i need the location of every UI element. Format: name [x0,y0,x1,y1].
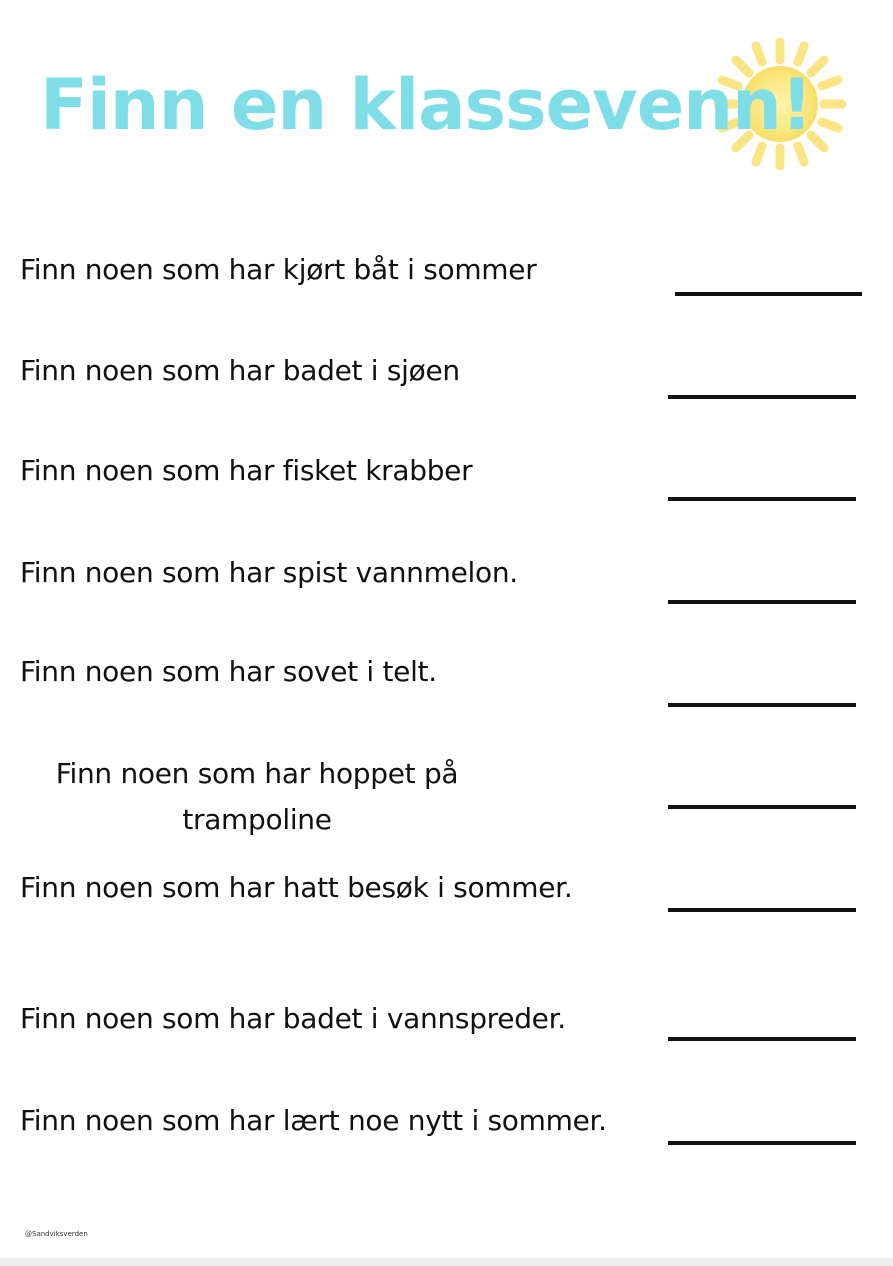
answer-line-3[interactable] [668,497,856,501]
prompt-7: Finn noen som har hatt besøk i sommer. [20,871,573,904]
credit-text: @Sandviksverden [25,1230,88,1238]
prompt-6: Finn noen som har hoppet på trampoline [55,757,459,836]
answer-line-2[interactable] [668,395,856,399]
prompt-5: Finn noen som har sovet i telt. [20,655,437,688]
page-title: Finn en klassevenn! [40,64,812,146]
answer-line-9[interactable] [668,1141,856,1145]
answer-line-6[interactable] [668,805,856,809]
prompt-3: Finn noen som har fisket krabber [20,454,473,487]
prompt-9: Finn noen som har lært noe nytt i sommer. [20,1104,607,1137]
answer-line-8[interactable] [668,1037,856,1041]
answer-line-5[interactable] [668,703,856,707]
prompt-2: Finn noen som har badet i sjøen [20,354,460,387]
answer-line-7[interactable] [668,908,856,912]
prompt-1: Finn noen som har kjørt båt i sommer [20,253,537,286]
page-bottom-edge [0,1258,893,1266]
answer-line-4[interactable] [668,600,856,604]
answer-line-1[interactable] [675,292,862,296]
prompt-4: Finn noen som har spist vannmelon. [20,556,518,589]
prompt-8: Finn noen som har badet i vannspreder. [20,1002,566,1035]
